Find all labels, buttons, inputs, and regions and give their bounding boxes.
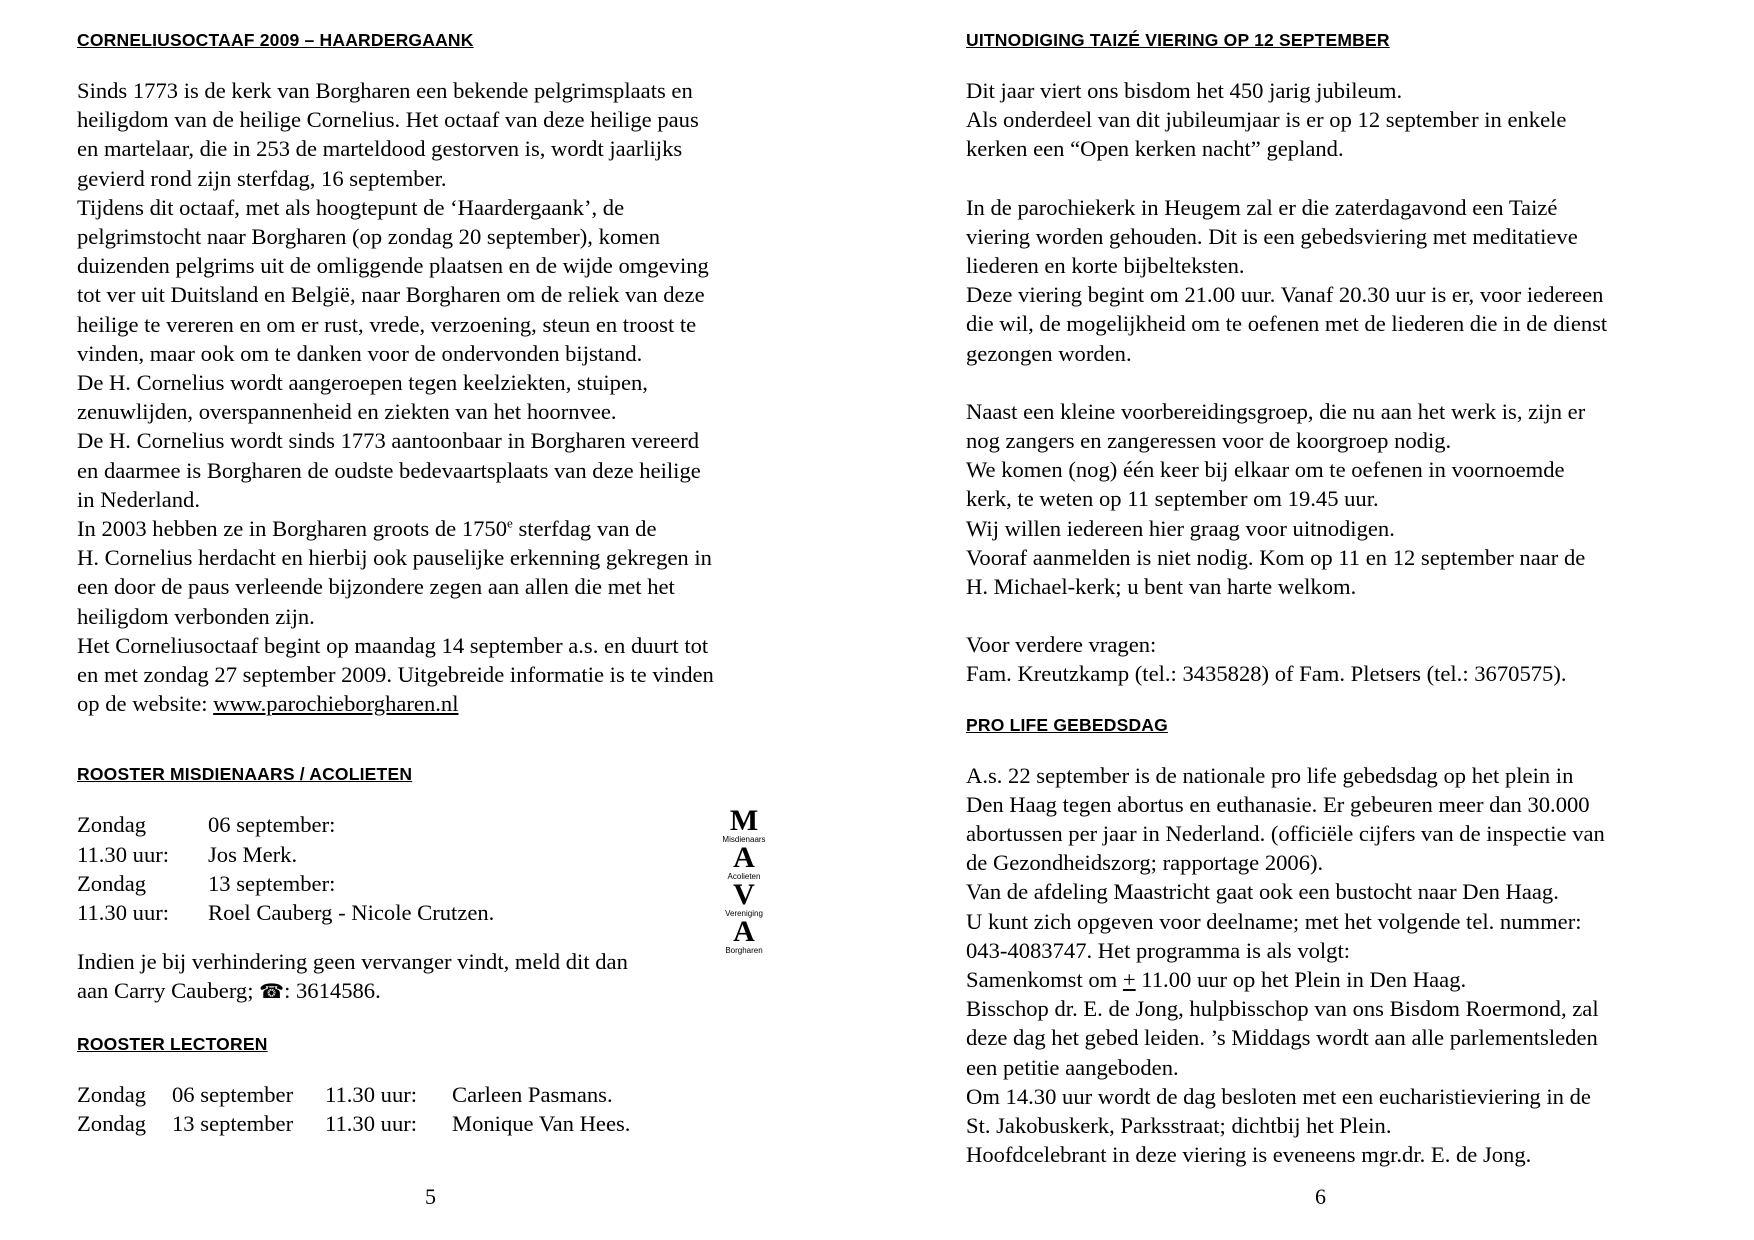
schedule-cell: 11.30 uur: (77, 841, 170, 867)
left-page-content (77, 30, 797, 1138)
text-line: Om 14.30 uur wordt de dag besloten met een eucharistieviering in de (966, 1083, 1591, 1109)
schedule-row (77, 804, 797, 839)
lector-cell: 11.30 uur: (325, 1081, 418, 1107)
text-line: de Gezondheidszorg; rapportage 2006). (966, 850, 1324, 876)
logo-caption: Vereniging (725, 909, 763, 918)
schedule-cell: Zondag (77, 870, 147, 896)
text-line: Het Corneliusoctaaf begint op maandag 14 september a.s. en duurt tot (77, 632, 709, 658)
logo-letter: M (729, 804, 759, 837)
lector-cell: Monique Van Hees. (452, 1110, 631, 1136)
text-line: H. Cornelius herdacht en hierbij ook pauselijke erkenning gekregen in (77, 545, 712, 571)
text-line: viering worden gehouden. Dit is een gebedsviering met meditatieve (966, 223, 1578, 249)
logo-caption: Borgharen (725, 946, 763, 955)
text-line: 043-4083747. Het programma is als volgt: (966, 937, 1351, 963)
lector-cell: Carleen Pasmans. (452, 1081, 613, 1107)
section-heading-rooster-misdienaars: ROOSTER MISDIENAARS / ACOLIETEN (77, 764, 413, 785)
text-line: heilige te vereren en om er rust, vrede, verzoening, steun en troost te (77, 311, 697, 337)
logo-caption: Misdienaars (722, 835, 766, 844)
section-heading-taize: UITNODIGING TAIZÉ VIERING OP 12 SEPTEMBER (966, 30, 1390, 50)
text-line: en met zondag 27 september 2009. Uitgebreide informatie is te vinden (77, 662, 714, 688)
logo-letter: A (733, 915, 755, 948)
text-line: een petitie aangeboden. (966, 1054, 1179, 1080)
website-link[interactable]: www.parochieborgharen.nl (213, 691, 459, 717)
schedule-cell: Roel Cauberg - Nicole Crutzen. (208, 900, 495, 926)
section-heading-pro-life: PRO LIFE GEBEDSDAG (966, 714, 1168, 735)
text-line: De H. Cornelius wordt sinds 1773 aantoonbaar in Borgharen vereerd (77, 428, 700, 454)
page-number: 5 (425, 1184, 436, 1209)
text-line: in Nederland. (77, 486, 200, 512)
text-line: abortussen per jaar in Nederland. (officiële cijfers van de inspectie van (966, 821, 1605, 847)
text-line: heiligdom verbonden zijn. (77, 603, 315, 629)
text-line: A.s. 22 september is de nationale pro life gebedsdag op het plein in (966, 762, 1574, 788)
substitute-note-line-1: Indien je bij verhindering geen vervanger vindt, meld dit dan (77, 949, 628, 975)
website-line: op de website: www.parochieborgharen.nl (77, 691, 459, 717)
misdienaars-schedule (77, 804, 797, 927)
text-line: kerk, te weten op 11 september om 19.45 uur. (966, 486, 1379, 512)
right-page (877, 0, 1754, 1240)
logo-letter: V (733, 878, 755, 911)
text-line: tot ver uit Duitsland en België, naar Borgharen om de reliek van deze (77, 282, 705, 308)
text-line: Vooraf aanmelden is niet nodig. Kom op 11 en 12 september naar de (966, 544, 1586, 570)
text-line: pelgrimstocht naar Borgharen (op zondag 20 september), komen (77, 224, 661, 250)
text-line: kerken een “Open kerken nacht” gepland. (966, 136, 1344, 162)
lectoren-schedule (77, 1080, 797, 1138)
text-line: gezongen worden. (966, 340, 1132, 366)
samenkomst-line: Samenkomst om + 11.00 uur op het Plein in Den Haag. (966, 967, 1467, 993)
text-line: Den Haag tegen abortus en euthanasie. Er gebeuren meer dan 30.000 (966, 791, 1590, 817)
lector-row (77, 1109, 797, 1138)
text-line: Fam. Kreutzkamp (tel.: 3435828) of Fam. Pletsers (tel.: 3670575). (966, 661, 1567, 687)
text-line: Bisschop dr. E. de Jong, hulpbisschop van ons Bisdom Roermond, zal (966, 996, 1599, 1022)
text-line: deze dag het gebed leiden. ’s Middags wordt aan alle parlementsleden (966, 1025, 1598, 1051)
lector-cell: 11.30 uur: (325, 1110, 418, 1136)
schedule-cell: Zondag (77, 812, 147, 838)
text-line-2003: In 2003 hebben ze in Borgharen groots de 1750e sterfdag van de (77, 515, 657, 542)
logo-letter: A (733, 841, 755, 874)
mava-logo (715, 804, 773, 956)
schedule-row (77, 840, 797, 874)
text-line: We komen (nog) één keer bij elkaar om te oefenen in voornoemde (966, 457, 1565, 483)
schedule-row (77, 869, 797, 898)
schedule-cell: Jos Merk. (208, 841, 298, 867)
taize-paragraph-1 (966, 76, 1686, 164)
corneliusoctaaf-text-2 (77, 543, 797, 689)
text-line: Van de afdeling Maastricht gaat ook een bustocht naar Den Haag. (966, 879, 1559, 905)
text-line: duizenden pelgrims uit de omliggende plaatsen en de wijde omgeving (77, 253, 709, 279)
text-line: nog zangers en zangeressen voor de koorgroep nodig. (966, 428, 1452, 454)
text-line: vinden, maar ook om te danken voor de ondervonden bijstand. (77, 340, 643, 366)
text-line: Dit jaar viert ons bisdom het 450 jarig jubileum. (966, 78, 1403, 103)
logo-caption: Acolieten (727, 872, 761, 881)
text-line: Sinds 1773 is de kerk van Borgharen een bekende pelgrimsplaats en (77, 78, 693, 103)
text-line: heiligdom van de heilige Cornelius. Het octaaf van deze heilige paus (77, 107, 699, 133)
text-line: De H. Cornelius wordt aangeroepen tegen keelziekten, stuipen, (77, 370, 648, 396)
lector-row (77, 1080, 797, 1109)
text-line: Naast een kleine voorbereidingsgroep, die nu aan het werk is, zijn er (966, 398, 1586, 424)
schedule-cell: 11.30 uur: (77, 900, 170, 926)
lector-cell: Zondag (77, 1110, 147, 1136)
text-line: die wil, de mogelijkheid om te oefenen met de liederen die in de dienst (966, 311, 1608, 337)
pro-life-text-2 (966, 994, 1686, 1169)
text-line: een door de paus verleende bijzondere zegen aan allen die met het (77, 574, 675, 600)
taize-paragraph-3 (966, 397, 1686, 601)
schedule-row (77, 898, 797, 927)
text-line: gevierd rond zijn sterfdag, 16 september. (77, 165, 447, 191)
phone-icon: ☎ (259, 981, 285, 1004)
taize-paragraph-4 (966, 630, 1686, 688)
substitute-note-line-2: aan Carry Cauberg; ☎: 3614586. (77, 976, 797, 1007)
corneliusoctaaf-text (77, 76, 797, 514)
text-line: H. Michael-kerk; u bent van harte welkom. (966, 574, 1357, 600)
schedule-cell: 06 september: (208, 812, 336, 838)
text-line: In de parochiekerk in Heugem zal er die zaterdagavond een Taizé (966, 194, 1558, 220)
page-number: 6 (1315, 1184, 1326, 1209)
text-line: U kunt zich opgeven voor deelname; met het volgende tel. nummer: (966, 908, 1582, 934)
text-line: Als onderdeel van dit jubileumjaar is er op 12 september in enkele (966, 107, 1567, 133)
taize-paragraph-2 (966, 193, 1686, 368)
text-line: en daarmee is Borgharen de oudste bedevaartsplaats van deze heilige (77, 457, 701, 483)
text-line: en martelaar, die in 253 de marteldood gestorven is, wordt jaarlijks (77, 136, 683, 162)
text-line: Hoofdcelebrant in deze viering is eveneens mgr.dr. E. de Jong. (966, 1142, 1532, 1168)
text-line: zenuwlijden, overspannenheid en ziekten van het hoornvee. (77, 399, 617, 425)
text-line: Voor verdere vragen: (966, 632, 1157, 658)
section-heading-corneliusoctaaf: CORNELIUSOCTAAF 2009 – HAARDERGAANK (77, 30, 474, 50)
text-line: liederen en korte bijbelteksten. (966, 253, 1245, 279)
lector-cell: 13 september (172, 1110, 294, 1136)
text-line: Wij willen iedereen hier graag voor uitnodigen. (966, 515, 1395, 541)
text-line: Tijdens dit octaaf, met als hoogtepunt de ‘Haardergaank’, de (77, 194, 625, 220)
text-line: Deze viering begint om 21.00 uur. Vanaf 20.30 uur is er, voor iedereen (966, 282, 1604, 308)
schedule-cell: 13 september: (208, 870, 336, 896)
text-line: St. Jakobuskerk, Parksstraat; dichtbij het Plein. (966, 1113, 1392, 1139)
lector-cell: 06 september (172, 1081, 294, 1107)
section-heading-rooster-lectoren: ROOSTER LECTOREN (77, 1033, 268, 1054)
right-page-content (966, 30, 1686, 1170)
pro-life-text (966, 761, 1686, 965)
lector-cell: Zondag (77, 1081, 147, 1107)
